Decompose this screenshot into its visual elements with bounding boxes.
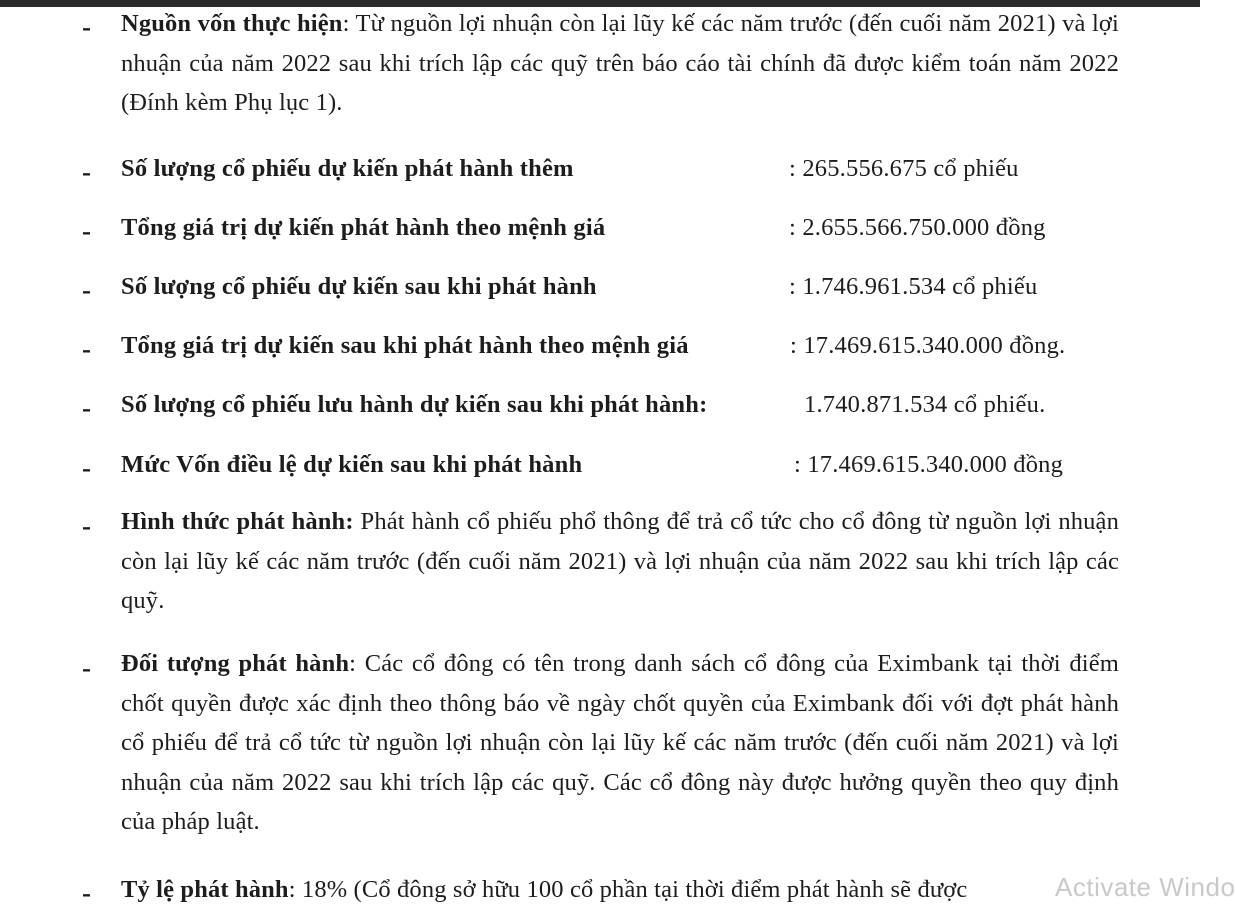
paragraph-issuance-form bbox=[121, 502, 1119, 621]
item-value: : 17.469.615.340.000 đồng. bbox=[790, 332, 1066, 359]
item-value: : 1.746.961.534 cổ phiếu bbox=[789, 273, 1038, 300]
bullet-dash: - bbox=[82, 511, 91, 541]
item-value: : 17.469.615.340.000 đồng bbox=[794, 451, 1064, 478]
bullet-dash: - bbox=[82, 275, 91, 305]
item-value: : 2.655.566.750.000 đồng bbox=[789, 214, 1046, 241]
item-label: Nguồn vốn thực hiện bbox=[121, 10, 343, 37]
bullet-dash: - bbox=[82, 453, 91, 483]
bullet-dash: - bbox=[82, 878, 91, 908]
item-label: Số lượng cổ phiếu dự kiến phát hành thêm bbox=[121, 155, 574, 182]
item-text: : Từ nguồn lợi nhuận còn lại lũy kế các năm trước (đến cuối năm 2021) và lợi nhuận của năm 2022 sau khi trích lập các quỹ trên báo cáo tài chính đã được kiểm toán năm 2022 (Đính kèm Phụ lục 1). bbox=[121, 10, 1119, 116]
bullet-dash: - bbox=[82, 653, 91, 683]
paragraph-issuance-ratio bbox=[121, 870, 1119, 910]
item-text: : 18% (Cổ đông sở hữu 100 cổ phần tại thời điểm phát hành sẽ được bbox=[288, 876, 968, 903]
paragraph-funding-source bbox=[121, 4, 1119, 123]
item-label: Mức Vốn điều lệ dự kiến sau khi phát hành bbox=[121, 451, 583, 478]
item-label: Tổng giá trị dự kiến sau khi phát hành theo mệnh giá bbox=[121, 332, 689, 359]
bullet-dash: - bbox=[82, 393, 91, 423]
item-label: Số lượng cổ phiếu dự kiến sau khi phát hành bbox=[121, 273, 597, 300]
item-value: : 265.556.675 cổ phiếu bbox=[789, 155, 1019, 182]
item-label: Tổng giá trị dự kiến phát hành theo mệnh giá bbox=[121, 214, 606, 241]
item-text: : Các cổ đông có tên trong danh sách cổ đông của Eximbank tại thời điểm chốt quyền được xác định theo thông báo về ngày chốt quyền của Eximbank đối với đợt phát hành cổ phiếu để trả cổ tức từ nguồn lợi nhuận còn lại lũy kế các năm trước (đến cuối năm 2021) và lợi nhuận của năm 2022 sau khi trích lập các quỹ. Các cổ đông này được hưởng quyền theo quy định của pháp luật. bbox=[121, 650, 1119, 835]
bullet-dash: - bbox=[82, 334, 91, 364]
item-label: Tỷ lệ phát hành bbox=[121, 876, 289, 903]
item-value: 1.740.871.534 cổ phiếu. bbox=[804, 391, 1046, 418]
item-text: Phát hành cổ phiếu phổ thông để trả cổ tức cho cổ đông từ nguồn lợi nhuận còn lại lũy kế các năm trước (đến cuối năm 2021) và lợi nhuận của năm 2022 sau khi trích lập các quỹ. bbox=[121, 508, 1119, 614]
paragraph-issuance-subject bbox=[121, 644, 1119, 842]
bullet-dash: - bbox=[82, 216, 91, 246]
item-label: Hình thức phát hành: bbox=[121, 508, 354, 535]
bullet-dash: - bbox=[82, 12, 91, 42]
activate-windows-watermark: Activate Windo bbox=[1055, 872, 1235, 902]
bullet-dash: - bbox=[82, 157, 91, 187]
item-label: Đối tượng phát hành bbox=[121, 650, 350, 677]
item-label: Số lượng cổ phiếu lưu hành dự kiến sau khi phát hành: bbox=[121, 391, 708, 418]
